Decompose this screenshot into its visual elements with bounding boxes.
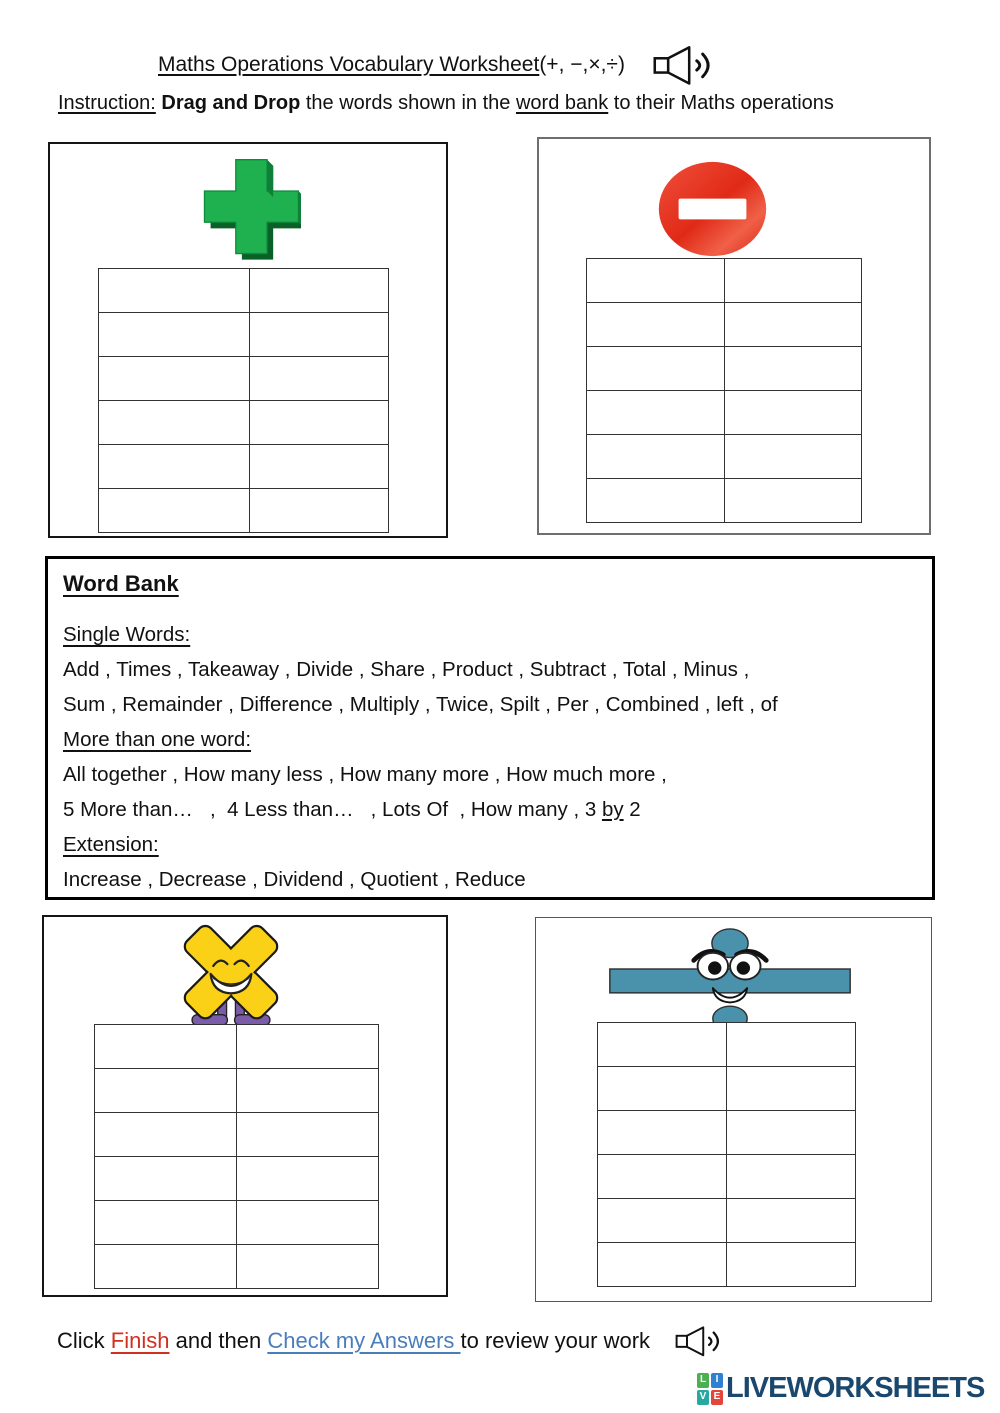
drop-cell[interactable] <box>249 269 388 313</box>
drop-cell[interactable] <box>249 401 388 445</box>
drop-cell[interactable] <box>99 269 250 313</box>
drop-cell[interactable] <box>587 479 725 523</box>
addition-drop-table <box>98 268 389 533</box>
footer-line <box>57 1322 726 1360</box>
drop-cell[interactable] <box>95 1025 237 1069</box>
smiling-x-character-icon <box>169 924 293 1038</box>
instruction-tail: to their Maths operations <box>608 92 834 114</box>
drop-cell[interactable] <box>724 391 862 435</box>
drop-cell[interactable] <box>237 1245 379 1289</box>
multi-words-heading: More than one word: <box>63 728 252 751</box>
logo-tile: I <box>711 1373 723 1388</box>
drop-cell[interactable] <box>249 357 388 401</box>
logo-tiles <box>697 1373 723 1405</box>
logo-tile: E <box>711 1390 723 1405</box>
footer-mid: and then <box>169 1328 268 1353</box>
single-words-line-1: Add , Times , Takeaway , Divide , Share , Product , Subtract , Total , Minus , <box>63 658 750 681</box>
multiplication-drop-table <box>94 1024 379 1289</box>
drop-cell[interactable] <box>724 259 862 303</box>
multiplication-box <box>42 915 448 1297</box>
drop-cell[interactable] <box>724 303 862 347</box>
instruction-mid: the words shown in the <box>305 92 516 114</box>
drop-cell[interactable] <box>249 313 388 357</box>
addition-box <box>48 142 448 538</box>
word-bank-title: Word Bank <box>63 571 179 596</box>
drop-cell[interactable] <box>598 1199 727 1243</box>
drop-cell[interactable] <box>99 401 250 445</box>
division-box <box>535 917 932 1302</box>
drop-cell[interactable] <box>95 1069 237 1113</box>
drop-cell[interactable] <box>727 1111 856 1155</box>
word-bank <box>45 556 935 900</box>
footer-pre: Click <box>57 1328 111 1353</box>
check-my-answers-link[interactable]: Check my Answers <box>267 1328 461 1353</box>
page-title <box>158 53 625 77</box>
instruction-bold: Drag and Drop <box>155 92 306 114</box>
audio-speaker-icon[interactable] <box>674 1322 726 1360</box>
drop-cell[interactable] <box>598 1243 727 1287</box>
subtraction-box <box>537 137 931 535</box>
drop-cell[interactable] <box>587 259 725 303</box>
drop-cell[interactable] <box>95 1245 237 1289</box>
drop-cell[interactable] <box>587 391 725 435</box>
extension-line: Increase , Decrease , Dividend , Quotient , Reduce <box>63 868 526 891</box>
drop-cell[interactable] <box>598 1111 727 1155</box>
drop-cell[interactable] <box>724 435 862 479</box>
extension-heading: Extension: <box>63 833 159 856</box>
drop-cell[interactable] <box>598 1023 727 1067</box>
single-words-line-2: Sum , Remainder , Difference , Multiply , Twice, Spilt , Per , Combined , left , of <box>63 693 778 716</box>
drop-cell[interactable] <box>95 1201 237 1245</box>
instruction-wordbank-ref: word bank <box>515 92 609 114</box>
drop-cell[interactable] <box>587 435 725 479</box>
finish-link[interactable]: Finish <box>110 1328 170 1353</box>
drop-cell[interactable] <box>99 445 250 489</box>
drop-cell[interactable] <box>727 1243 856 1287</box>
plus-3d-icon <box>201 150 301 265</box>
drop-cell[interactable] <box>598 1155 727 1199</box>
drop-cell[interactable] <box>99 357 250 401</box>
footer-tail: to review your work <box>460 1328 651 1353</box>
instruction-line <box>58 92 834 115</box>
audio-speaker-icon[interactable] <box>649 44 721 86</box>
drop-cell[interactable] <box>249 445 388 489</box>
drop-cell[interactable] <box>95 1157 237 1201</box>
drop-cell[interactable] <box>724 347 862 391</box>
drop-cell[interactable] <box>249 489 388 533</box>
division-drop-table <box>597 1022 856 1287</box>
drop-cell[interactable] <box>95 1113 237 1157</box>
header <box>158 44 721 86</box>
page-title-text: Maths Operations Vocabulary Worksheet <box>158 53 540 76</box>
logo-tile: L <box>697 1373 709 1388</box>
drop-cell[interactable] <box>237 1113 379 1157</box>
division-sign-character-icon <box>606 927 854 1032</box>
logo-tile: V <box>697 1390 709 1405</box>
instruction-label: Instruction: <box>58 92 156 114</box>
drop-cell[interactable] <box>727 1067 856 1111</box>
drop-cell[interactable] <box>724 479 862 523</box>
liveworksheets-logo[interactable] <box>697 1372 984 1405</box>
drop-cell[interactable] <box>99 313 250 357</box>
subtraction-drop-table <box>586 258 862 523</box>
multi-words-line-2: 5 More than… , 4 Less than… , Lots Of , How many , 3 by 2 <box>63 798 641 821</box>
drop-cell[interactable] <box>99 489 250 533</box>
drop-cell[interactable] <box>237 1069 379 1113</box>
multi-words-line-1: All together , How many less , How many more , How much more , <box>63 763 667 786</box>
no-entry-minus-icon <box>656 159 769 259</box>
drop-cell[interactable] <box>727 1155 856 1199</box>
logo-text: LIVEWORKSHEETS <box>726 1372 985 1404</box>
drop-cell[interactable] <box>237 1157 379 1201</box>
drop-cell[interactable] <box>598 1067 727 1111</box>
drop-cell[interactable] <box>727 1023 856 1067</box>
drop-cell[interactable] <box>587 303 725 347</box>
drop-cell[interactable] <box>587 347 725 391</box>
drop-cell[interactable] <box>237 1025 379 1069</box>
single-words-heading: Single Words: <box>63 623 191 646</box>
page-title-symbols: (+, −,×,÷) <box>539 53 625 76</box>
drop-cell[interactable] <box>237 1201 379 1245</box>
drop-cell[interactable] <box>727 1199 856 1243</box>
